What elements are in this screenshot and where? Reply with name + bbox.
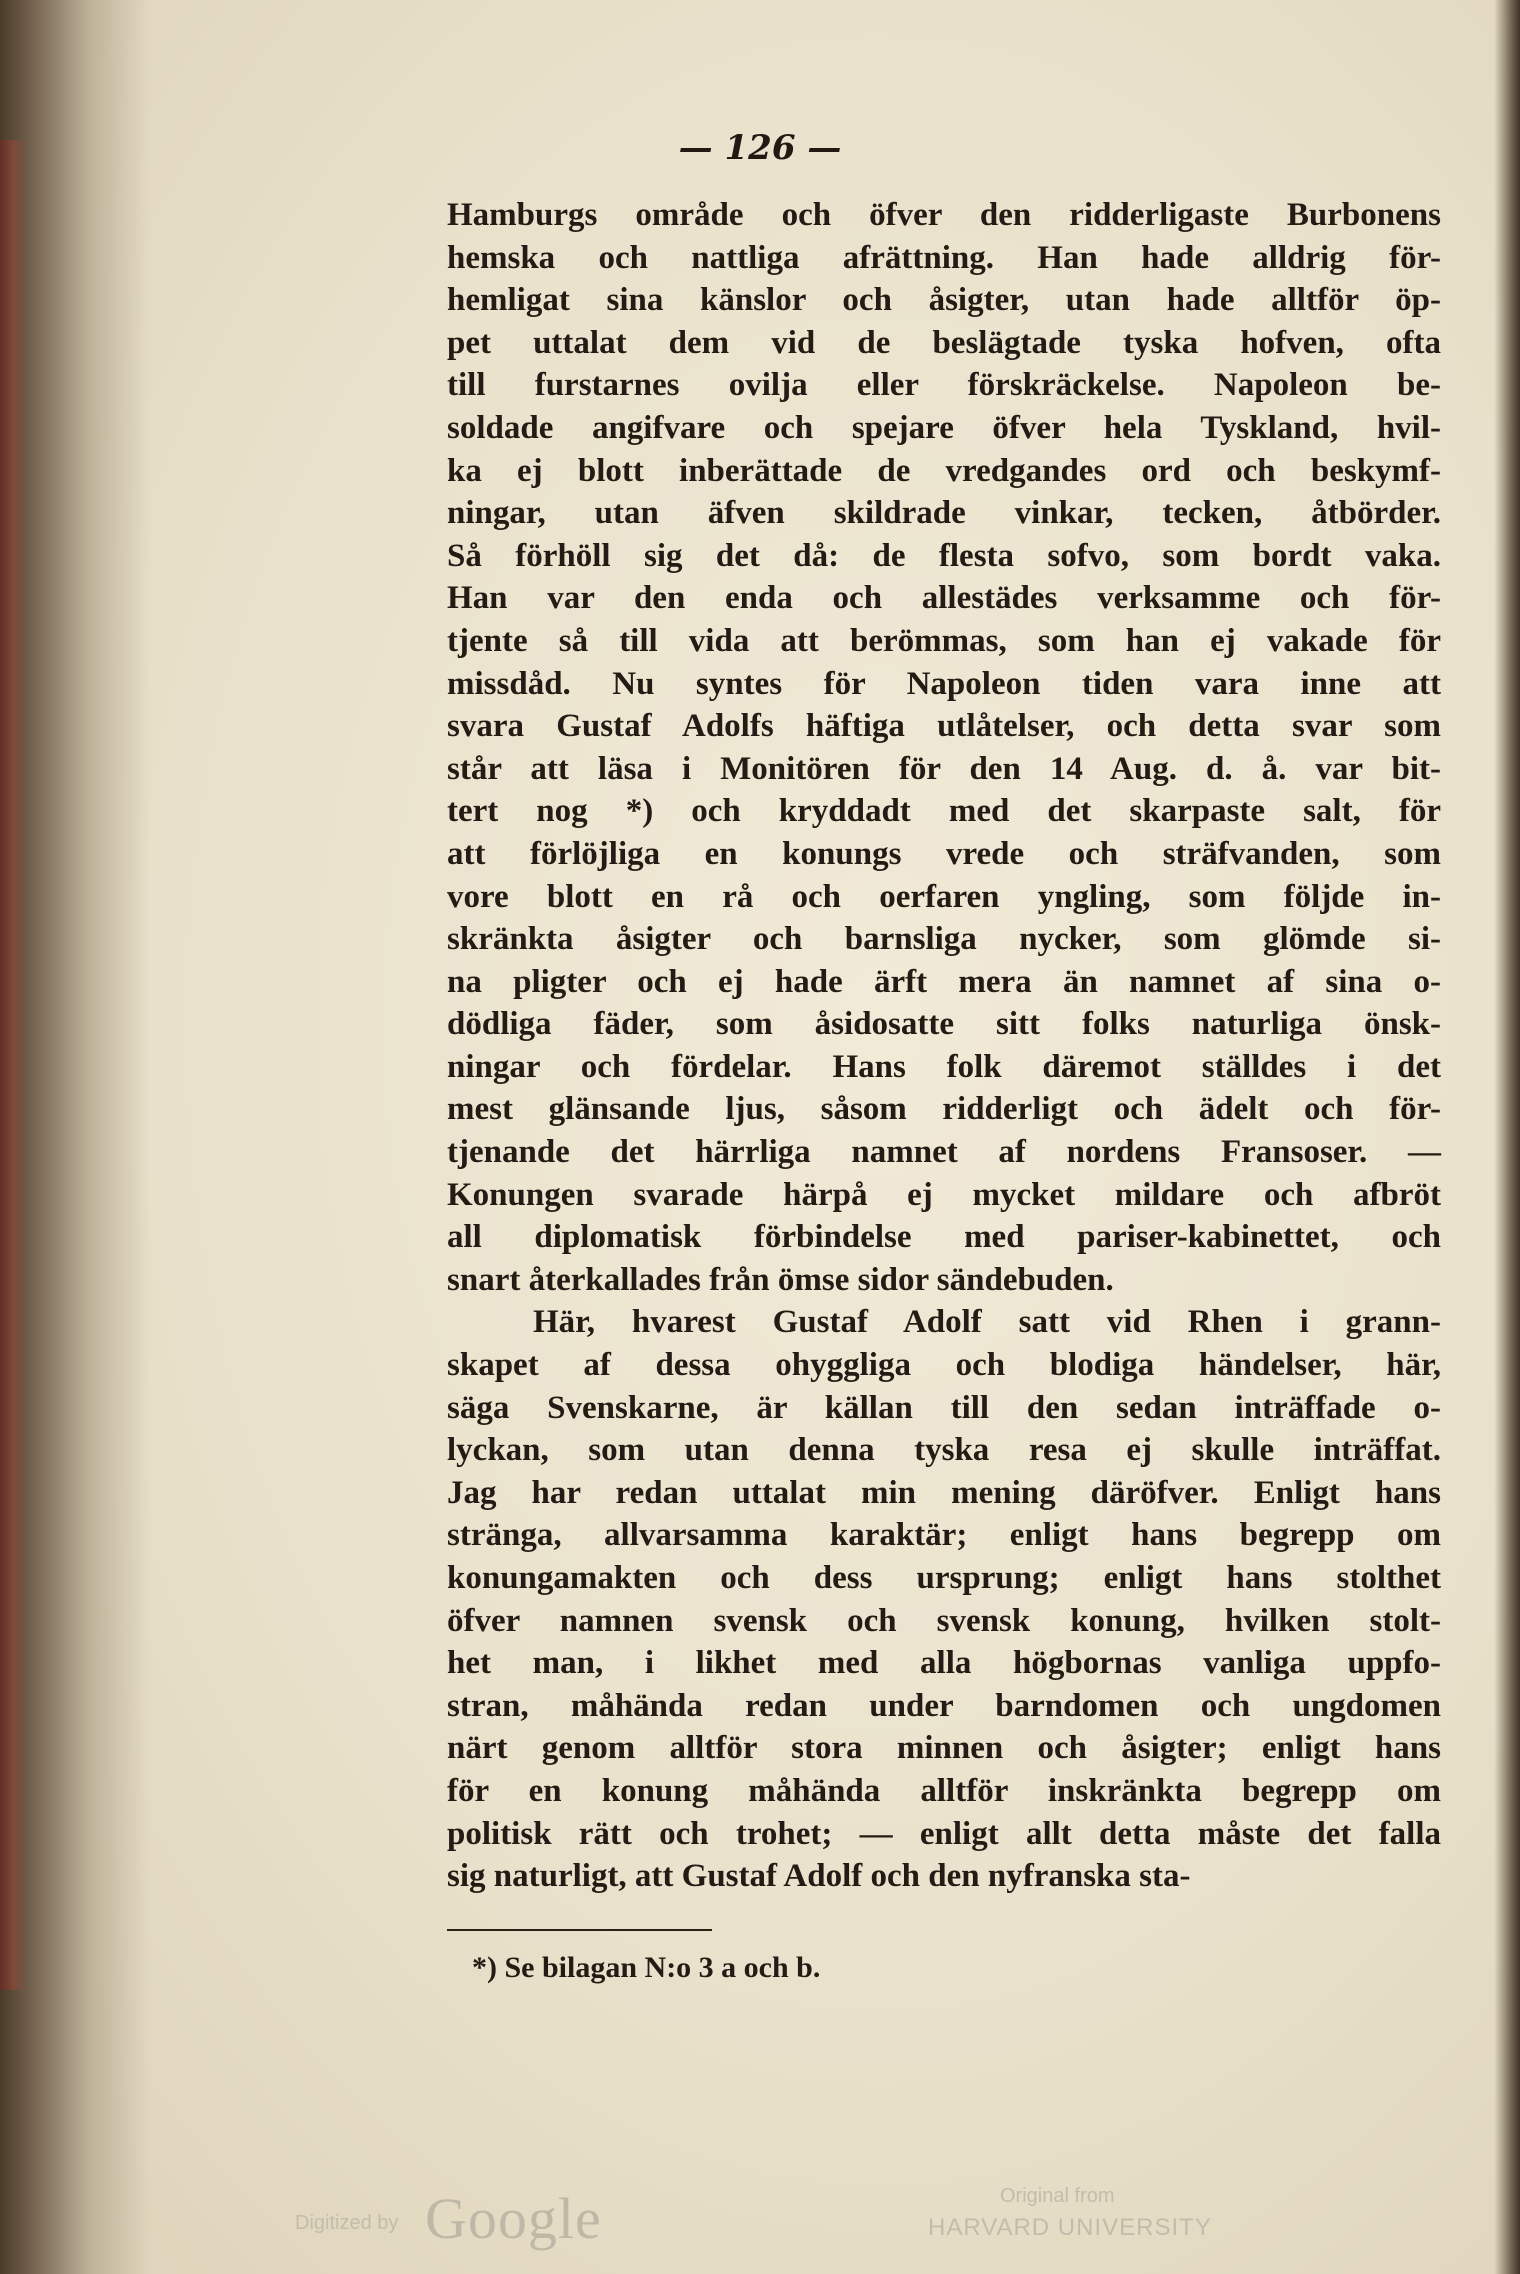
- text-line: konungamakten och dess ursprung; enligt hans stolthet: [447, 1560, 1441, 1596]
- google-logo: Google: [425, 2186, 602, 2251]
- text-line: Jag har redan uttalat min mening däröfver. Enligt hans: [447, 1474, 1441, 1511]
- text-line: för en konung måhända alltför inskränkta begrepp om: [447, 1772, 1441, 1809]
- text-line: politisk rätt och trohet; — enligt allt detta måste det falla: [447, 1815, 1441, 1852]
- text-line: Hamburgs område och öfver den ridderligaste Burbonens: [447, 197, 1441, 233]
- binding-edge: [0, 140, 28, 1990]
- text-line: tjenande det härrliga namnet af nordens Fransoser. —: [447, 1134, 1441, 1171]
- text-line: lyckan, som utan denna tyska resa ej skulle inträffat.: [447, 1432, 1441, 1469]
- text-line: ka ej blott inberättade de vredgandes ord och beskymf-: [447, 452, 1441, 489]
- text-line: mest glänsande ljus, såsom ridderligt och ädelt och för-: [447, 1091, 1441, 1128]
- text-line: närt genom alltför stora minnen och åsigter; enligt hans: [447, 1730, 1441, 1767]
- text-line: Konungen svarade härpå ej mycket mildare och afbröt: [447, 1176, 1441, 1213]
- text-line: vore blott en rå och oerfaren yngling, som följde in-: [447, 878, 1441, 915]
- text-line: tjente så till vida att berömmas, som han ej vakade för: [447, 622, 1441, 659]
- text-line: skränkta åsigter och barnsliga nycker, som glömde si-: [447, 921, 1441, 958]
- text-line: hemligat sina känslor och åsigter, utan hade alltför öp-: [447, 282, 1441, 319]
- institution-label: HARVARD UNIVERSITY: [928, 2214, 1212, 2241]
- page-edge: [1494, 0, 1520, 2274]
- text-line: att förlöjliga en konungs vrede och sträfvanden, som: [447, 835, 1441, 872]
- text-line: står att läsa i Monitören för den 14 Aug. d. å. var bit-: [447, 750, 1441, 787]
- digitized-by-label: Digitized by: [295, 2212, 399, 2234]
- text-line: na pligter och ej hade ärft mera än namnet af sina o-: [447, 963, 1441, 1000]
- text-line: ningar och fördelar. Hans folk däremot ställdes i det: [447, 1048, 1441, 1085]
- text-line: skapet af dessa ohyggliga och blodiga händelser, här,: [447, 1347, 1441, 1384]
- text-line: Här, hvarest Gustaf Adolf satt vid Rhen i grann-: [533, 1304, 1441, 1341]
- text-line: missdåd. Nu syntes för Napoleon tiden vara inne att: [447, 665, 1441, 702]
- body-text: [447, 194, 1441, 1898]
- text-line: stränga, allvarsamma karaktär; enligt hans begrepp om: [447, 1517, 1441, 1554]
- footnote-divider: [447, 1929, 712, 1931]
- text-line: dödliga fäder, som åsidosatte sitt folks naturliga önsk-: [447, 1006, 1441, 1043]
- text-line: Så förhöll sig det då: de flesta sofvo, som bordt vaka.: [447, 537, 1441, 574]
- text-line: stran, måhända redan under barndomen och ungdomen: [447, 1687, 1441, 1724]
- text-line: tert nog *) och kryddadt med det skarpaste salt, för: [447, 793, 1441, 830]
- text-line: till furstarnes ovilja eller förskräckelse. Napoleon be-: [447, 367, 1441, 404]
- text-line: all diplomatisk förbindelse med pariser-kabinettet, och: [447, 1219, 1441, 1256]
- text-line: sig naturligt, att Gustaf Adolf och den nyfranska sta-: [447, 1858, 1191, 1895]
- text-line: Han var den enda och allestädes verksamme och för-: [447, 580, 1441, 617]
- text-line: het man, i likhet med alla högbornas vanliga uppfo-: [447, 1645, 1441, 1682]
- text-line: hemska och nattliga afrättning. Han hade alldrig för-: [447, 239, 1441, 276]
- text-line: pet uttalat dem vid de beslägtade tyska hofven, ofta: [447, 324, 1441, 361]
- text-line: ningar, utan äfven skildrade vinkar, tecken, åtbörder.: [447, 495, 1441, 532]
- footnote: *) Se bilagan N:o 3 a och b.: [472, 1951, 821, 1984]
- text-line: säga Svenskarne, är källan till den sedan inträffade o-: [447, 1389, 1441, 1426]
- page-number: — 126 —: [678, 128, 842, 168]
- text-line: soldade angifvare och spejare öfver hela Tyskland, hvil-: [447, 409, 1441, 446]
- text-line: öfver namnen svensk och svensk konung, hvilken stolt-: [447, 1602, 1441, 1639]
- text-line: snart återkallades från ömse sidor sändebuden.: [447, 1261, 1114, 1298]
- original-from-label: Original from: [1000, 2185, 1115, 2207]
- text-line: svara Gustaf Adolfs häftiga utlåtelser, och detta svar som: [447, 708, 1441, 745]
